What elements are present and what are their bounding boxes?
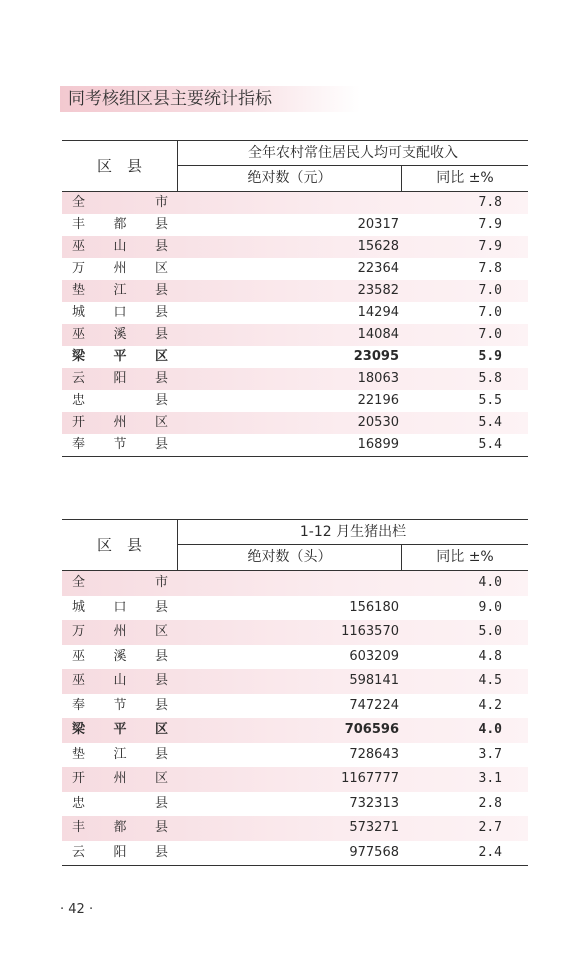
yoy-header: 同比 ±% bbox=[436, 170, 494, 186]
page-number: · 42 · bbox=[60, 902, 94, 917]
abs-value: 14294 bbox=[357, 305, 399, 320]
region-char: 巫 bbox=[72, 327, 86, 342]
region-char: 平 bbox=[113, 722, 127, 737]
region-char: 都 bbox=[113, 820, 127, 835]
table-row bbox=[62, 390, 528, 412]
region-char: 云 bbox=[72, 844, 86, 860]
region-char: 忠 bbox=[72, 795, 86, 811]
region-char: 区 bbox=[154, 415, 168, 430]
region-name bbox=[72, 412, 168, 434]
region-char: 县 bbox=[154, 239, 168, 254]
yoy-value: 3.7 bbox=[478, 746, 502, 762]
table-row bbox=[62, 412, 528, 434]
region-char: 县 bbox=[154, 305, 168, 320]
region-char: 梁 bbox=[72, 349, 86, 364]
region-char: 州 bbox=[113, 771, 127, 786]
region-name bbox=[72, 390, 168, 412]
yoy-value: 4.8 bbox=[478, 648, 502, 664]
yoy-value: 2.7 bbox=[478, 820, 502, 835]
table-row bbox=[62, 767, 528, 792]
table-row bbox=[62, 280, 528, 302]
abs-value: 977568 bbox=[349, 844, 399, 860]
region-name bbox=[72, 346, 168, 368]
abs-value: 18063 bbox=[357, 371, 399, 386]
table-row bbox=[62, 743, 528, 768]
region-name bbox=[72, 816, 168, 841]
yoy-value: 7.0 bbox=[478, 305, 502, 320]
region-char: 开 bbox=[72, 415, 86, 430]
region-name bbox=[72, 645, 168, 670]
yoy-value: 7.8 bbox=[478, 261, 502, 276]
table-row bbox=[62, 571, 528, 596]
region-name bbox=[72, 302, 168, 324]
table-row bbox=[62, 302, 528, 324]
region-char: 云 bbox=[72, 371, 86, 386]
abs-value: 573271 bbox=[349, 820, 399, 835]
region-char: 巫 bbox=[72, 673, 86, 688]
region-char: 市 bbox=[154, 195, 168, 210]
abs-value: 732313 bbox=[349, 795, 399, 811]
region-char: 区 bbox=[154, 722, 168, 737]
region-char: 州 bbox=[113, 624, 127, 639]
region-char: 城 bbox=[72, 305, 86, 320]
region-name bbox=[72, 718, 168, 743]
region-name bbox=[72, 694, 168, 719]
region-char: 全 bbox=[72, 195, 86, 210]
yoy-value: 4.2 bbox=[478, 697, 502, 713]
region-char: 口 bbox=[113, 305, 127, 320]
yoy-value: 7.0 bbox=[478, 327, 502, 342]
table-row bbox=[62, 620, 528, 645]
region-char: 开 bbox=[72, 771, 86, 786]
table-row bbox=[62, 694, 528, 719]
region-name bbox=[72, 841, 168, 866]
yoy-value: 7.0 bbox=[478, 283, 502, 298]
region-char: 县 bbox=[154, 599, 168, 615]
region-name bbox=[72, 434, 168, 456]
abs-value: 23582 bbox=[357, 283, 399, 298]
yoy-value: 7.9 bbox=[478, 239, 502, 254]
region-char: 区 bbox=[154, 624, 168, 639]
region-char: 县 bbox=[154, 371, 168, 386]
region-char: 县 bbox=[154, 648, 168, 664]
region-char: 县 bbox=[154, 697, 168, 713]
yoy-value: 5.9 bbox=[478, 349, 502, 364]
table-row bbox=[62, 669, 528, 694]
region-char: 忠 bbox=[72, 393, 86, 408]
table-header bbox=[62, 519, 528, 571]
hog-table bbox=[62, 519, 528, 866]
region-name bbox=[72, 743, 168, 768]
region-char: 垫 bbox=[72, 283, 86, 298]
abs-value: 22364 bbox=[357, 261, 399, 276]
region-name bbox=[72, 620, 168, 645]
table-row bbox=[62, 346, 528, 368]
table-row bbox=[62, 816, 528, 841]
region-char: 区 bbox=[154, 261, 168, 276]
abs-value: 22196 bbox=[357, 393, 399, 408]
region-header: 区 县 bbox=[96, 536, 142, 554]
region-char: 市 bbox=[154, 575, 168, 590]
section-title: 同考核组区县主要统计指标 bbox=[60, 86, 360, 112]
region-char: 巫 bbox=[72, 239, 86, 254]
region-name bbox=[72, 767, 168, 792]
region-char: 县 bbox=[154, 746, 168, 762]
region-char: 梁 bbox=[72, 722, 86, 737]
yoy-value: 3.1 bbox=[478, 771, 502, 786]
table-row bbox=[62, 434, 528, 456]
table-body bbox=[62, 192, 528, 457]
region-char: 县 bbox=[154, 820, 168, 835]
abs-value: 598141 bbox=[349, 673, 399, 688]
region-char: 区 bbox=[154, 771, 168, 786]
region-char: 县 bbox=[154, 283, 168, 298]
table-row bbox=[62, 841, 528, 866]
region-name bbox=[72, 571, 168, 596]
region-char: 山 bbox=[113, 673, 127, 688]
region-char: 万 bbox=[72, 261, 86, 276]
table-row bbox=[62, 324, 528, 346]
abs-value: 747224 bbox=[349, 697, 399, 713]
region-char: 州 bbox=[113, 415, 127, 430]
abs-value: 706596 bbox=[344, 722, 399, 737]
table-row bbox=[62, 645, 528, 670]
region-char: 全 bbox=[72, 575, 86, 590]
table-row bbox=[62, 368, 528, 390]
region-char: 节 bbox=[113, 437, 127, 452]
region-name bbox=[72, 258, 168, 280]
region-char: 阳 bbox=[113, 371, 127, 386]
table-row bbox=[62, 214, 528, 236]
abs-value: 20530 bbox=[357, 415, 399, 430]
abs-value: 156180 bbox=[349, 599, 399, 615]
income-table bbox=[62, 140, 528, 457]
region-char: 县 bbox=[154, 327, 168, 342]
region-name bbox=[72, 324, 168, 346]
region-name bbox=[72, 214, 168, 236]
table-body bbox=[62, 571, 528, 866]
region-char: 丰 bbox=[72, 217, 86, 232]
region-char: 区 bbox=[154, 349, 168, 364]
region-char: 县 bbox=[154, 437, 168, 452]
region-char: 江 bbox=[113, 283, 127, 298]
region-char: 溪 bbox=[113, 327, 127, 342]
yoy-value: 5.4 bbox=[478, 437, 502, 452]
yoy-value: 4.5 bbox=[478, 673, 502, 688]
region-header: 区 县 bbox=[96, 157, 142, 175]
region-char: 巫 bbox=[72, 648, 86, 664]
yoy-value: 2.8 bbox=[478, 795, 502, 811]
abs-value: 23095 bbox=[353, 349, 399, 364]
region-char: 县 bbox=[154, 217, 168, 232]
yoy-value: 2.4 bbox=[478, 844, 502, 860]
region-char: 阳 bbox=[113, 844, 127, 860]
table-row bbox=[62, 192, 528, 214]
region-char: 江 bbox=[113, 746, 127, 762]
indicator-title: 1-12 月生猪出栏 bbox=[178, 520, 528, 545]
table-row bbox=[62, 596, 528, 621]
region-char: 口 bbox=[113, 599, 127, 615]
table-row bbox=[62, 792, 528, 817]
region-name bbox=[72, 192, 168, 214]
table-row bbox=[62, 236, 528, 258]
yoy-value: 9.0 bbox=[478, 599, 502, 615]
yoy-value: 4.0 bbox=[478, 575, 502, 590]
yoy-value: 7.8 bbox=[478, 195, 502, 210]
region-char: 城 bbox=[72, 599, 86, 615]
yoy-header: 同比 ±% bbox=[436, 549, 494, 565]
yoy-value: 5.5 bbox=[478, 393, 502, 408]
region-char: 县 bbox=[154, 673, 168, 688]
region-char: 县 bbox=[154, 393, 168, 408]
region-char: 万 bbox=[72, 624, 86, 639]
yoy-value: 7.9 bbox=[478, 217, 502, 232]
abs-value: 1167777 bbox=[341, 771, 399, 786]
abs-header: 绝对数（元） bbox=[247, 170, 332, 186]
table-row bbox=[62, 258, 528, 280]
yoy-value: 5.4 bbox=[478, 415, 502, 430]
region-char: 县 bbox=[154, 795, 168, 811]
abs-header: 绝对数（头） bbox=[247, 549, 332, 565]
yoy-value: 4.0 bbox=[478, 722, 502, 737]
abs-value: 15628 bbox=[357, 239, 399, 254]
table-header bbox=[62, 140, 528, 192]
region-char: 丰 bbox=[72, 820, 86, 835]
region-char: 州 bbox=[113, 261, 127, 276]
abs-value: 728643 bbox=[349, 746, 399, 762]
region-char: 平 bbox=[113, 349, 127, 364]
region-name bbox=[72, 596, 168, 621]
region-char: 节 bbox=[113, 697, 127, 713]
region-name bbox=[72, 792, 168, 817]
region-char: 县 bbox=[154, 844, 168, 860]
region-char: 奉 bbox=[72, 437, 86, 452]
region-char: 溪 bbox=[113, 648, 127, 664]
yoy-value: 5.0 bbox=[478, 624, 502, 639]
region-name bbox=[72, 280, 168, 302]
abs-value: 16899 bbox=[357, 437, 399, 452]
region-name bbox=[72, 669, 168, 694]
table-row bbox=[62, 718, 528, 743]
region-char: 奉 bbox=[72, 697, 86, 713]
indicator-title: 全年农村常住居民人均可支配收入 bbox=[178, 141, 528, 166]
region-char: 山 bbox=[113, 239, 127, 254]
region-char: 垫 bbox=[72, 746, 86, 762]
abs-value: 14084 bbox=[357, 327, 399, 342]
abs-value: 20317 bbox=[357, 217, 399, 232]
abs-value: 603209 bbox=[349, 648, 399, 664]
region-name bbox=[72, 236, 168, 258]
abs-value: 1163570 bbox=[341, 624, 399, 639]
region-name bbox=[72, 368, 168, 390]
region-char: 都 bbox=[113, 217, 127, 232]
yoy-value: 5.8 bbox=[478, 371, 502, 386]
